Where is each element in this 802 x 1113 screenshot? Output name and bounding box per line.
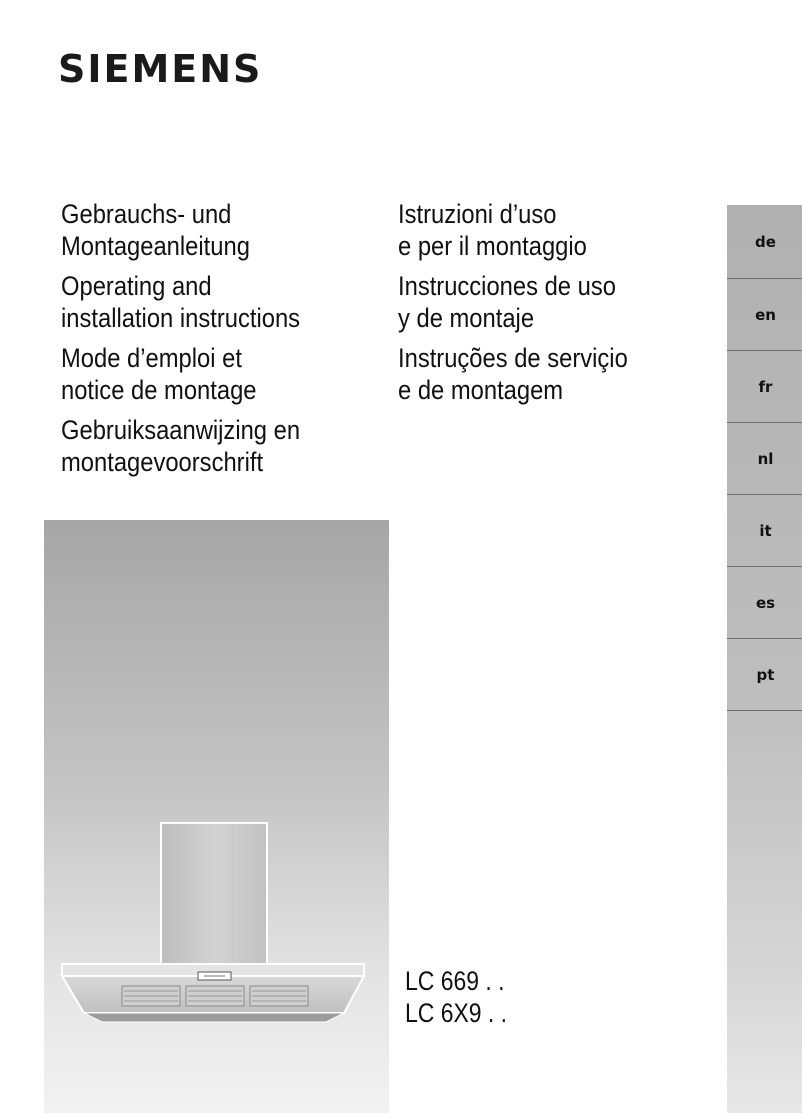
title-block-en xyxy=(61,270,381,334)
language-tab-pt[interactable]: pt xyxy=(727,639,802,711)
titles-right-column xyxy=(398,198,718,414)
title-block-it xyxy=(398,198,718,262)
title-line: Gebruiksaanwijzing en xyxy=(61,415,301,445)
title-block-pt xyxy=(398,342,718,406)
title-line: e de montagem xyxy=(398,375,564,405)
title-line: Montageanleitung xyxy=(61,231,250,261)
title-line: Mode d’emploi et xyxy=(61,343,242,373)
language-tab-nl[interactable]: nl xyxy=(727,423,802,495)
product-photo xyxy=(44,520,389,1113)
model-numbers xyxy=(405,965,525,1029)
language-tab-en[interactable]: en xyxy=(727,279,802,351)
title-line: Instrucciones de uso xyxy=(398,271,616,301)
titles-left-column xyxy=(61,198,381,486)
title-line: installation instructions xyxy=(61,303,301,333)
title-line: y de montaje xyxy=(398,303,535,333)
brand-logo: SIEMENS xyxy=(58,47,263,91)
model-number: LC 669 . . xyxy=(405,966,505,996)
model-number: LC 6X9 . . xyxy=(405,998,508,1028)
language-index-strip xyxy=(727,205,802,1113)
language-tab-de[interactable]: de xyxy=(727,205,802,279)
language-tab-es[interactable]: es xyxy=(727,567,802,639)
title-block-fr xyxy=(61,342,381,406)
title-line: Istruzioni d’uso xyxy=(398,199,557,229)
title-line: Gebrauchs- und xyxy=(61,199,232,229)
title-line: Operating and xyxy=(61,271,212,301)
title-block-es xyxy=(398,270,718,334)
title-line: notice de montage xyxy=(61,375,257,405)
title-block-nl xyxy=(61,414,381,478)
language-tab-fr[interactable]: fr xyxy=(727,351,802,423)
title-line: e per il montaggio xyxy=(398,231,587,261)
language-tab-it[interactable]: it xyxy=(727,495,802,567)
title-line: montagevoorschrift xyxy=(61,447,264,477)
title-line: Instruções de serviçio xyxy=(398,343,628,373)
island-cooker-hood-icon xyxy=(44,520,389,1113)
title-block-de xyxy=(61,198,381,262)
